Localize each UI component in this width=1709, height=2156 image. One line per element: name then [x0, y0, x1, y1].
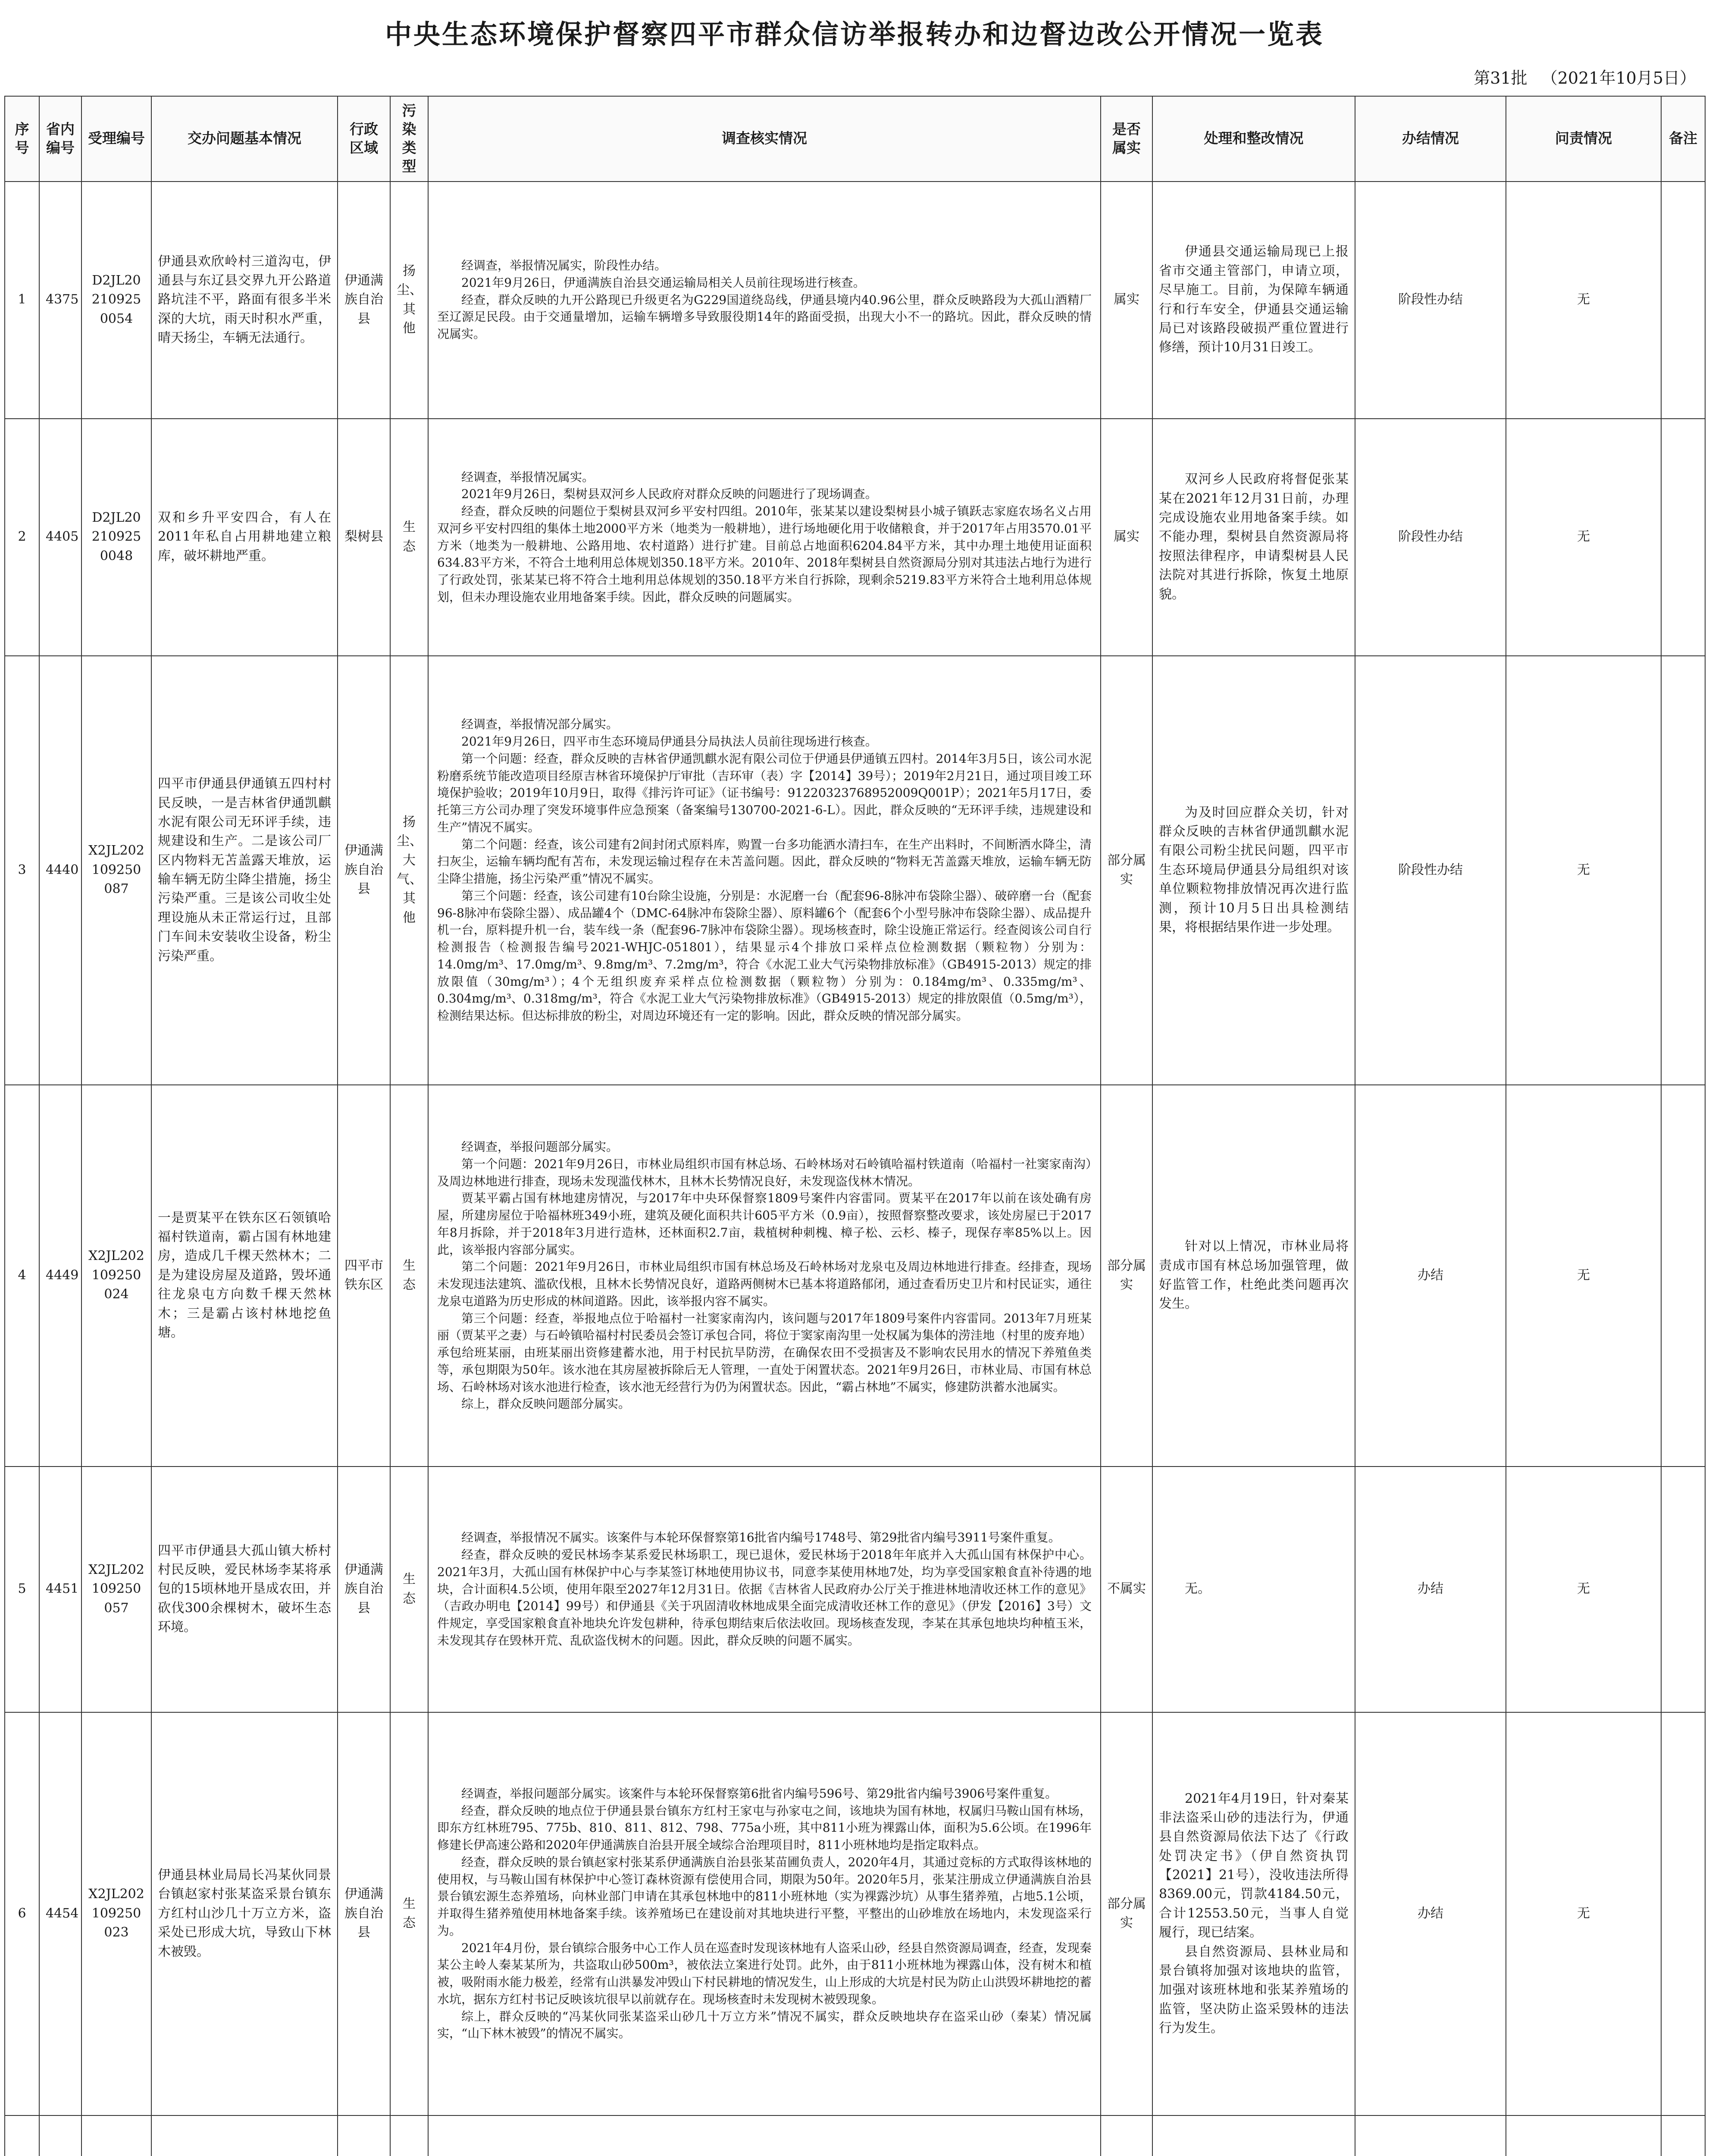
cell-status: 办结: [1355, 1085, 1506, 1467]
cell-accountability: 无: [1506, 1085, 1661, 1467]
survey-paragraph: 第一个问题：2021年9月26日，市林业局组织市国有林总场、石岭林场对石岭镇哈福村铁道南（哈福村一社窦家南沟）及周边林地进行排查，现场未发现滥伐林木，且林木长势情况良好，未发现盗伐林木情况。: [437, 1156, 1092, 1188]
survey-paragraph: 2021年9月26日，四平市生态环境局伊通县分局执法人员前往现场进行核查。: [461, 734, 877, 749]
handling-paragraph: 为及时回应群众关切，针对群众反映的吉林省伊通凯麒水泥有限公司粉尘扰民问题，四平市生态环境局伊通县分局组织对该单位颗粒物排放情况再次进行监测，预计10月5日出具检测结果，将根据结果作进一步处理。: [1159, 805, 1349, 935]
cell-survey: [428, 1085, 1101, 1467]
cell-verified: 部分属实: [1101, 1712, 1152, 2115]
cell-ptype: [390, 2115, 428, 2156]
cell-ptype: 扬尘、大气、其他: [390, 656, 428, 1085]
cell-region: 伊通满族自治县: [338, 1712, 390, 2115]
cell-region: 梨树县: [338, 419, 390, 656]
cell-survey: [428, 182, 1101, 419]
survey-paragraph: 2021年4月份，景台镇综合服务中心工作人员在巡查时发现该林地有人盗采山砂，经县自然资源局调查，经查，发现秦某公主岭人秦某某所为，共盗取山砂500m³，被依法立案进行处罚。此外，由于811小班林地为裸露山体，没有树木和植被，吸附雨水能力极差，经常有山洪暴发冲毁山下村民耕地的情况发生，山上形成的大坑是村民为防止山洪毁坏耕地挖的蓄水坑，据东方红村书记反映该坑很早以前就存在。现场核查时未发现树木被毁现象。: [437, 1940, 1092, 2006]
handling-paragraph: 2021年4月19日，针对秦某非法盗采山砂的违法行为，伊通县自然资源局依法下达了《行政处罚决定书》（伊自然资执罚【2021】21号），没收违法所得8369.00元，罚款4184.50元，合计12553.50元，当事人自觉履行，现已结案。: [1159, 1791, 1349, 1940]
cell-region: 伊通满族自治县: [338, 656, 390, 1085]
table-row: [5, 182, 1705, 419]
cell-accept-no: X2JL202109250087: [81, 656, 151, 1085]
cell-ptype: 生态: [390, 1467, 428, 1712]
cell-accept-no: D2JL202109250054: [81, 182, 151, 419]
cell-seq: 4: [5, 1085, 39, 1467]
cell-accept-no: D2JL202109250048: [81, 419, 151, 656]
cell-remark: [1661, 182, 1705, 419]
survey-paragraph: 经调查，举报情况属实。: [461, 470, 595, 484]
survey-paragraph: 第三个问题：经查，举报地点位于哈福村一社窦家南沟内，该问题与2017年1809号案件内容雷同。2013年7月班某丽（贾某平之妻）与石岭镇哈福村村民委员会签订承包合同，将位于窦家南沟里一处权属为集体的涝洼地（村里的废弃地）承包给班某丽，由班某丽出资修建蓄水池，用于村民抗旱防涝，在确保农田不受损害及不影响农民用水的情况下养殖鱼类等，承包期限为50年。该水池在其房屋被拆除后无人管理，一直处于闲置状态。2021年9月26日，市林业局、市国有林总场、石岭林场对该水池进行检查，该水池无经营行为仍为闲置状态。因此，“霸占林地”不属实，修建防洪蓄水池属实。: [437, 1311, 1092, 1394]
survey-paragraph: 综上，群众反映问题部分属实。: [461, 1397, 631, 1411]
cell-accountability: 无: [1506, 656, 1661, 1085]
col-header: 受理编号: [81, 96, 151, 182]
survey-paragraph: 综上，群众反映的“冯某伙同张某盗采山砂几十万立方米”情况不属实，群众反映地块存在盗采山砂（秦某）情况属实，“山下林木被毁”的情况不属实。: [437, 2009, 1092, 2041]
survey-paragraph: 经调查，举报问题部分属实。: [461, 1140, 619, 1154]
cell-handling: [1152, 419, 1355, 656]
cell-issue: 双和乡升平安四合，有人在2011年私自占用耕地建立粮库，破坏耕地严重。: [151, 419, 338, 656]
cell-handling: [1152, 1085, 1355, 1467]
col-header: 备注: [1661, 96, 1705, 182]
cell-status: 阶段性办结: [1355, 182, 1506, 419]
cell-issue: 一是贾某平在铁东区石领镇哈福村铁道南，霸占国有林地建房，造成几千棵天然林木；二是为建设房屋及道路，毁坏通往龙泉屯方向数千棵天然林木；三是霸占该村林地挖鱼塘。: [151, 1085, 338, 1467]
survey-paragraph: 第一个问题：经查，群众反映的吉林省伊通凯麒水泥有限公司位于伊通县伊通镇五四村。2014年3月5日，该公司水泥粉磨系统节能改造项目经原吉林省环境保护厅审批（吉环审（表）字【2014】39号）；2019年2月21日，通过项目竣工环境保护验收；2019年10月9日，取得《排污许可证》（证书编号：91220323768952009Q001P）；2021年5月17日，委托第三方公司办理了突发环境事件应急预案（备案编号130700-2021-6-L）。因此，群众反映的“无环评手续，违规建设和生产”情况不属实。: [437, 751, 1092, 834]
cell-survey: [428, 419, 1101, 656]
col-header: 处理和整改情况: [1152, 96, 1355, 182]
survey-paragraph: 经调查，举报问题部分属实。该案件与本轮环保督察第6批省内编号596号、第29批省内编号3906号案件重复。: [461, 1786, 1058, 1801]
cell-handling: [1152, 1467, 1355, 1712]
col-header: 污染类型: [390, 96, 428, 182]
cell-status: [1355, 2115, 1506, 2156]
cell-accountability: 无: [1506, 1712, 1661, 2115]
cell-remark: [1661, 419, 1705, 656]
survey-paragraph: 经调查，举报情况不属实。该案件与本轮环保督察第16批省内编号1748号、第29批省内编号3911号案件重复。: [461, 1530, 1061, 1545]
cell-ptype: 生态: [390, 419, 428, 656]
petition-table: [4, 96, 1706, 2156]
col-header: 调查核实情况: [428, 96, 1101, 182]
cell-handling: [1152, 656, 1355, 1085]
survey-paragraph: 经查，群众反映的九开公路现已升级更名为G229国道绕岛线，伊通县境内40.96公里，群众反映路段为大孤山酒精厂至辽源足民段。由于交通量增加，运输车辆增多导致服役期14年的路面受损，出现大小不一的路坑。因此，群众反映的情况属实。: [437, 292, 1092, 342]
survey-paragraph: 2021年9月26日，梨树县双河乡人民政府对群众反映的问题进行了现场调查。: [461, 487, 877, 501]
cell-prov-no: 4375: [39, 182, 81, 419]
cell-accept-no: [81, 2115, 151, 2156]
survey-paragraph: 经调查，举报情况属实，阶段性办结。: [461, 258, 667, 273]
survey-paragraph: 贾某平霸占国有林地建房情况，与2017年中央环保督察1809号案件内容雷同。贾某平在2017年以前在该处确有房屋，所建房屋位于哈福林班349小班，建筑及硬化面积共计605平方米（0.9亩），按照督察整改要求，该处房屋已于2017年8月拆除，并于2018年3月进行造林，还林面积2.7亩，栽植树种刺槐、樟子松、云杉、榛子，现保存率85%以上。因此，该举报内容部分属实。: [437, 1191, 1092, 1257]
cell-verified: [1101, 2115, 1152, 2156]
table-row: [5, 419, 1705, 656]
cell-issue: 伊通县林业局局长冯某伙同景台镇赵家村张某盗采景台镇东方红村山沙几十万立方米，盗采处已形成大坑，导致山下林木被毁。: [151, 1712, 338, 2115]
cell-accountability: [1506, 2115, 1661, 2156]
cell-prov-no: 4449: [39, 1085, 81, 1467]
cell-verified: 不属实: [1101, 1467, 1152, 1712]
cell-prov-no: 4440: [39, 656, 81, 1085]
cell-ptype: 生态: [390, 1085, 428, 1467]
cell-prov-no: 4405: [39, 419, 81, 656]
survey-paragraph: 经查，群众反映的地点位于伊通县景台镇东方红村王家屯与孙家屯之间，该地块为国有林地，权属归马鞍山国有林场，即东方红林班795、775b、810、811、812、798、775a小班，其中811小班为裸露山体，面积为5.6公顷。在1996年修建长伊高速公路和2020年伊通满族自治县开展全域综合治理项目时，811小班林地均是指定取料点。: [437, 1803, 1092, 1852]
table-row: [5, 1085, 1705, 1467]
cell-status: 办结: [1355, 1712, 1506, 2115]
cell-status: 阶段性办结: [1355, 419, 1506, 656]
cell-prov-no: 4451: [39, 1467, 81, 1712]
cell-survey: [428, 2115, 1101, 2156]
col-header: 序号: [5, 96, 39, 182]
cell-prov-no: 4454: [39, 1712, 81, 2115]
batch-date-line: [1465, 65, 1696, 88]
survey-paragraph: 经查，群众反映的问题位于梨树县双河乡平安村四组。2010年，张某某以建设梨树县小城子镇跃志家庭农场名义占用双河乡平安村四组的集体土地2000平方米（地类为一般耕地），进行场地硬化用于收储粮食，并于2017年占用3570.01平方米（地类为一般耕地、公路用地、农村道路）进行扩建。目前总占地面积6204.84平方米，其中办理土地使用证面积634.83平方米，不符合土地利用总体规划350.18平方米。2010年、2018年梨树县自然资源局分别对其违法占地行为进行了行政处罚，张某某已将不符合土地利用总体规划的350.18平方米自行拆除，现剩余5219.83平方米符合土地利用总体规划，但未办理设施农业用地备案手续。因此，群众反映的问题属实。: [437, 504, 1092, 604]
cell-remark: [1661, 1085, 1705, 1467]
cell-issue: 四平市伊通县伊通镇五四村村民反映，一是吉林省伊通凯麒水泥有限公司无环评手续，违规建设和生产。二是该公司厂区内物料无苫盖露天堆放，运输车辆无防尘降尘措施，扬尘污染严重。三是该公司收尘处理设施从未正常运行过，且部门车间未安装收尘设备，粉尘污染严重。: [151, 656, 338, 1085]
cell-remark: [1661, 1712, 1705, 2115]
cell-remark: [1661, 1467, 1705, 1712]
cell-seq: 1: [5, 182, 39, 419]
cell-seq: 5: [5, 1467, 39, 1712]
cell-handling: [1152, 182, 1355, 419]
cell-seq: 2: [5, 419, 39, 656]
cell-issue: 伊通县欢欣岭村三道沟屯，伊通县与东辽县交界九开公路道路坑洼不平，路面有很多半米深的大坑，雨天时积水严重，晴天扬尘，车辆无法通行。: [151, 182, 338, 419]
table-header-row: [5, 96, 1705, 182]
table-row: [5, 1467, 1705, 1712]
cell-verified: 部分属实: [1101, 1085, 1152, 1467]
survey-paragraph: 第三个问题：经查，该公司建有10台除尘设施，分别是：水泥磨一台（配套96-8脉冲布袋除尘器）、破碎磨一台（配套96-8脉冲布袋除尘器）、成品罐4个（DMC-64脉冲布袋除尘器）、原料罐6个（配套6个小型号脉冲布袋除尘器）、成品提升机一台，原料提升机一台，装车线一条（配套96-7脉冲布袋除尘器）。现场核查时，除尘设施正常运行。经查阅该公司自行检测报告（检测报告编号2021-WHJC-051801），结果显示4个排放口采样点位检测数据（颗粒物）分别为：14.0mg/m³、17.0mg/m³、9.8mg/m³、7.2mg/m³，符合《水泥工业大气污染物排放标准》（GB4915-2013）规定的排放限值（30mg/m³）；4个无组织废弃采样点位检测数据（颗粒物）分别为：0.184mg/m³、0.335mg/m³、0.304mg/m³、0.318mg/m³，符合《水泥工业大气污染物排放标准》（GB4915-2013）规定的排放限值（0.5mg/m³），检测结果达标。但达标排放的粉尘，对周边环境还有一定的影响。因此，群众反映的情况部分属实。: [437, 888, 1092, 1023]
handling-paragraph: 双河乡人民政府将督促张某某在2021年12月31日前，办理完成设施农业用地备案手续。如不能办理，梨树县自然资源局将按照法律程序，申请梨树县人民法院对其进行拆除，恢复土地原貌。: [1159, 472, 1349, 602]
col-header: 办结情况: [1355, 96, 1506, 182]
table-row: [5, 1712, 1705, 2115]
cell-accept-no: X2JL202109250057: [81, 1467, 151, 1712]
survey-paragraph: 第二个问题：经查，该公司建有2间封闭式原料库，购置一台多功能洒水清扫车，在生产出料时，不间断洒水降尘，清扫灰尘，运输车辆均配有苫布，未发现运输过程存在未苫盖问题。因此，群众反映的“物料无苫盖露天堆放，运输车辆无防尘降尘措施，扬尘污染严重”情况不属实。: [437, 837, 1092, 886]
col-header: 行政区域: [338, 96, 390, 182]
cell-ptype: 扬尘、其他: [390, 182, 428, 419]
handling-paragraph: 针对以上情况，市林业局将责成市国有林总场加强管理，做好监管工作，杜绝此类问题再次发生。: [1159, 1239, 1349, 1312]
cell-survey: [428, 1467, 1101, 1712]
col-header: 是否属实: [1101, 96, 1152, 182]
cell-remark: [1661, 2115, 1705, 2156]
survey-paragraph: 2021年9月26日，伊通满族自治县交通运输局相关人员前往现场进行核查。: [461, 275, 865, 290]
cell-ptype: 生态: [390, 1712, 428, 2115]
cell-seq: 6: [5, 1712, 39, 2115]
cell-accountability: 无: [1506, 1467, 1661, 1712]
cell-seq: 3: [5, 656, 39, 1085]
table-row: [5, 656, 1705, 1085]
survey-paragraph: 第二个问题：2021年9月26日，市林业局组织市国有林总场及石岭林场对龙泉屯及周边林地进行排查。经排查，现场未发现违法建筑、滥砍伐根，且林木长势情况良好，道路两侧树木已基本将道路郁闭，通过查看历史卫片和村民证实，通往龙泉屯道路为历史形成的林间道路。因此，该举报内容不属实。: [437, 1260, 1092, 1308]
date-label: （2021年10月5日）: [1541, 69, 1696, 88]
cell-accept-no: X2JL202109250024: [81, 1085, 151, 1467]
col-header: 省内编号: [39, 96, 81, 182]
cell-survey: [428, 1712, 1101, 2115]
survey-paragraph: 经查，群众反映的景台镇赵家村张某系伊通满族自治县张某苗圃负责人，2020年4月，其通过竞标的方式取得该林地的使用权，与马鞍山国有林保护中心签订森林资源有偿使用合同，期限为50年。2020年5月，张某注册成立伊通满族自治县景台镇宏源生态养殖场，向林业部门申请在其承包林地中的811小班林地（实为裸露沙坑）从事生猪养殖，占地5.1公顷，并取得生猪养殖使用林地备案手续。该养殖场已在建设前对其地块进行平整，平整出的山砂堆放在场地内，未发现盗采行为。: [437, 1855, 1092, 1938]
cell-verified: 部分属实: [1101, 656, 1152, 1085]
handling-paragraph: 伊通县交通运输局现已上报省市交通主管部门，申请立项，尽早施工。目前，为保障车辆通行和行车安全，伊通县交通运输局已对该路段破损严重位置进行修缮，预计10月31日竣工。: [1159, 244, 1349, 355]
cell-accept-no: X2JL202109250023: [81, 1712, 151, 2115]
cell-region: [338, 2115, 390, 2156]
cell-remark: [1661, 656, 1705, 1085]
col-header: 交办问题基本情况: [151, 96, 338, 182]
cell-prov-no: [39, 2115, 81, 2156]
survey-paragraph: 经调查，举报情况部分属实。: [461, 717, 619, 732]
cell-issue: 四平市伊通县大孤山镇大桥村村民反映，爱民林场李某将承包的15顷林地开垦成农田，并砍伐300余棵树木，破坏生态环境。: [151, 1467, 338, 1712]
cell-status: 阶段性办结: [1355, 656, 1506, 1085]
handling-paragraph: 无。: [1185, 1581, 1211, 1597]
cell-accountability: 无: [1506, 182, 1661, 419]
cell-verified: 属实: [1101, 419, 1152, 656]
document-title: 中央生态环境保护督察四平市群众信访举报转办和边督边改公开情况一览表: [385, 19, 1324, 50]
handling-paragraph: 县自然资源局、县林业局和景台镇将加强对该地块的监管，加强对该班林地和张某养殖场的监管，坚决防止盗采毁林的违法行为发生。: [1159, 1944, 1349, 2036]
batch-label: 第31批: [1474, 69, 1527, 88]
cell-accountability: 无: [1506, 419, 1661, 656]
cell-issue: [151, 2115, 338, 2156]
table-row: [5, 2115, 1705, 2156]
cell-verified: 属实: [1101, 182, 1152, 419]
cell-handling: [1152, 2115, 1355, 2156]
cell-region: 伊通满族自治县: [338, 1467, 390, 1712]
cell-survey: [428, 656, 1101, 1085]
cell-seq: [5, 2115, 39, 2156]
cell-region: 四平市铁东区: [338, 1085, 390, 1467]
cell-handling: [1152, 1712, 1355, 2115]
cell-region: 伊通满族自治县: [338, 182, 390, 419]
cell-status: 办结: [1355, 1467, 1506, 1712]
col-header: 问责情况: [1506, 96, 1661, 182]
survey-paragraph: 经查，群众反映的爱民林场李某系爱民林场职工，现已退休，爱民林场于2018年年底并入大孤山国有林保护中心。2021年3月，大孤山国有林保护中心与李某签订林地使用协议书，同意李某使用林地7处，均为享受国家粮食直补待遇的地块，合计面积4.5公顷，使用年限至2027年12月31日。依据《吉林省人民政府办公厅关于推进林地清收还林工作的意见》（吉政办明电【2014】99号）和伊通县《关于巩固清收林地成果全面完成清收还林工作的意见》（伊发【2016】3号）文件规定，享受国家粮食直补地块允许发包耕种，待承包期结束后依法收回。现场核查发现，李某在其承包地块均种植玉米，未发现其存在毁林开荒、乱砍盗伐树木的问题。因此，群众反映的问题不属实。: [437, 1548, 1092, 1648]
